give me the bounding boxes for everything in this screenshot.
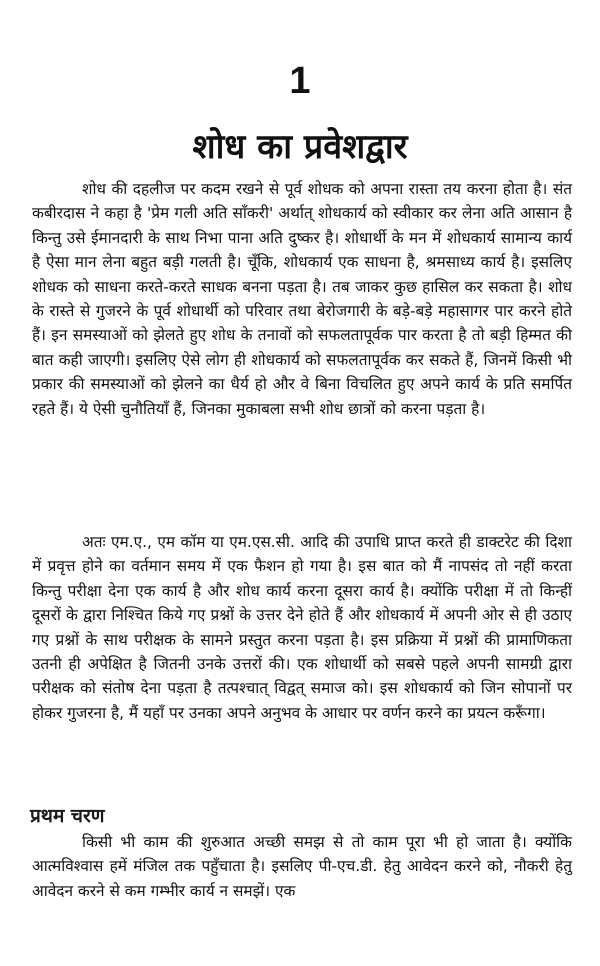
paragraph-2: अतः एम.ए., एम कॉम या एम.एस.सी. आदि की उपाधि प्राप्त करते ही डाक्टरेट की दिशा में प्रवृत्त होने का वर्तमान समय में एक फैशन हो गया है। इस बात को मैं नापसंद तो नहीं करता किन्तु परीक्षा देना एक कार्य है और शोध कार्य करना दूसरा कार्य है। क्योंकि परीक्षा में तो किन्हीं दूसरों के द्वारा निश्चित किये गए प्रश्नों के उत्तर देने होते हैं और शोधकार्य में अपनी ओर से ही उठाए गए प्रश्नों के साथ परीक्षक के सामने प्रस्तुत करना पड़ता है। इस प्रक्रिया में प्रश्नों की प्रामाणिकता उतनी ही अपेक्षित है जितनी उनके उत्तरों की। एक शोधार्थी को सबसे पहले अपनी सामग्री द्वारा परीक्षक को संतोष देना पड़ता है तत्पश्चात् विद्वत् समाज को। इस शोधकार्य को जिन सोपानों पर होकर गुजरना है, मैं यहाँ पर उनका अपने अनुभव के आधार पर वर्णन करने का प्रयत्न करूँगा। — [32, 533, 572, 722]
chapter-number: 1 — [289, 60, 311, 102]
section-heading: प्रथम चरण — [30, 805, 105, 827]
chapter-title: शोध का प्रवेशद्वार — [192, 127, 408, 167]
section-paragraph: किसी भी काम की शुरुआत अच्छी समझ से तो काम पूरा भी हो जाता है। क्योंकि आत्मविश्वास हमें मंजिल तक पहुँचाता है। इसलिए पी-एच.डी. हेतु आवेदन करने को, नौकरी हेतु आवेदन करने से कम गम्भीर कार्य न समझें। एक — [32, 833, 572, 900]
paragraph-1: शोध की दहलीज पर कदम रखने से पूर्व शोधक को अपना रास्ता तय करना होता है। संत कबीरदास ने कहा है 'प्रेम गली अति साँकरी' अर्थात् शोधकार्य को स्वीकार कर लेना अति आसान है किन्तु उसे ईमानदारी के साथ निभा पाना अति दुष्कर है। शोधार्थी के मन में शोधकार्य सामान्य कार्य है ऐसा मान लेना बहुत बड़ी गलती है। चूँकि, शोधकार्य एक साधना है, श्रमसाध्य कार्य है। इसलिए शोधक को साधना करते-करते साधक बनना पड़ता है। तब जाकर कुछ हासिल कर सकता है। शोध के रास्ते से गुजरने के पूर्व शोधार्थी को परिवार तथा बेरोजगारी के बड़े-बड़े महासागर पार करने होते हैं। इन समस्याओं को झेलते हुए शोध के तनावों को सफलतापूर्वक पार करता है तो बड़ी हिम्मत की बात कही जाएगी। इसलिए ऐसे लोग ही शोधकार्य को सफलतापूर्वक कर सकते हैं, जिनमें किसी भी प्रकार की समस्याओं को झेलने का धैर्य हो और वे बिना विचलित हुए अपने कार्य के प्रति समर्पित रहते हैं। ये ऐसी चुनौतियाँ हैं, जिनका मुकाबला सभी शोध छात्रों को करना पड़ता है। — [32, 180, 572, 418]
